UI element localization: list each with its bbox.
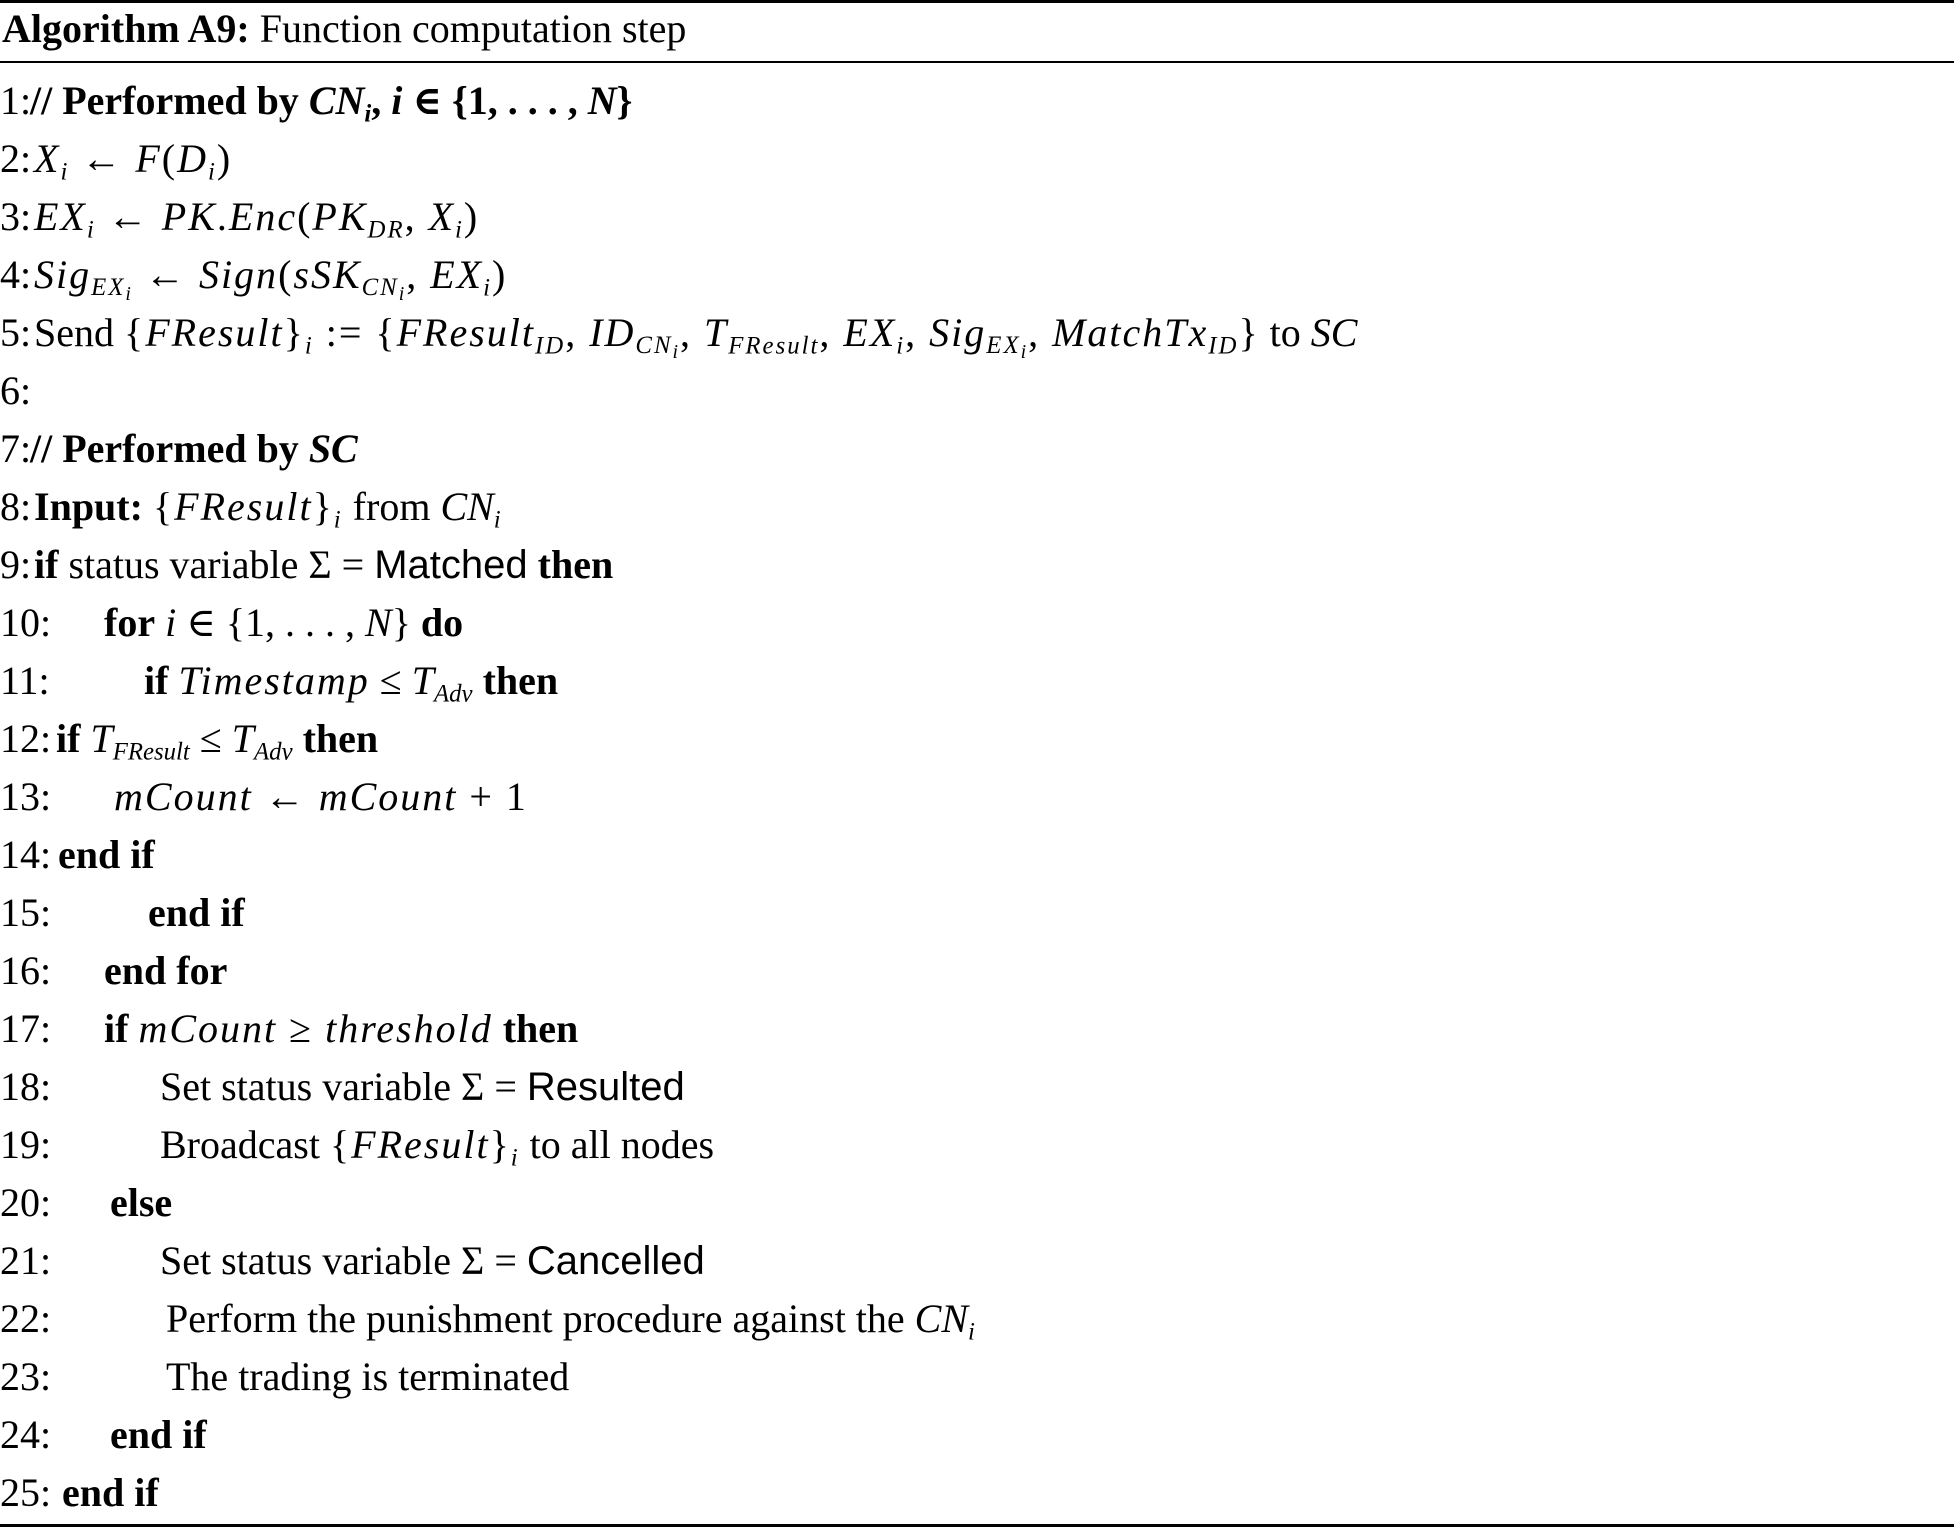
line-code: Send $\{FResult\}_i$ := {FResult$_{ID}$, $ID_{CN_i}$, $T_{FResult}$, $EX_i$, Sig$_{EX_i}$, MatchTx$_{ID}$} to SC [34,310,1358,364]
line-number: 18: [0,1064,52,1109]
line-code: Set status variable Σ = Resulted [160,1064,685,1109]
header-rule [0,61,1954,63]
line-code: end if [148,890,245,935]
line-code: if Timestamp ≤ $T_{Adv}$ then [144,658,559,708]
line-number: 11: [0,658,50,703]
line-code: if status variable Σ = Matched then [34,542,614,587]
line-number: 15: [0,890,52,935]
line-number: 21: [0,1238,52,1283]
line-number: 24: [0,1412,52,1457]
line-code: mCount ← mCount + 1 [114,774,528,819]
line-number: 8: [0,484,32,529]
line-number: 12: [0,716,52,761]
line-code: // Performed by $CN_i$, i ∈ {1, . . . , N} [30,78,633,128]
line-code: Perform the punishment procedure against the $CN_i$ [166,1296,975,1346]
line-number: 13: [0,774,52,819]
line-number: 7: [0,426,32,471]
algorithm-title: Function computation step [259,6,687,51]
line-number: 3: [0,194,32,239]
line-code: if mCount ≥ threshold then [104,1006,579,1051]
line-number: 5: [0,310,32,355]
line-number: 25: [0,1470,52,1515]
line-code: // Performed by SC [30,426,358,471]
line-code: $EX_i$ ← $PK.Enc(PK_{DR}$, $X_i$) [34,194,480,244]
line-number: 22: [0,1296,52,1341]
line-number: 14: [0,832,52,877]
line-code: Input: $\{FResult\}_i$ from $CN_i$ [34,484,501,534]
line-code: end for [104,948,228,993]
line-code: $X_i$ ← $F(D_i)$ [34,136,233,186]
line-code: end if [110,1412,207,1457]
line-number: 9: [0,542,32,587]
line-number: 10: [0,600,52,645]
line-number: 4: [0,252,32,297]
algorithm-label: Algorithm A9: [2,6,250,51]
bottom-rule [0,1524,1954,1527]
line-code: Set status variable Σ = Cancelled [160,1238,705,1283]
line-code: Sig$_{EX_i}$ ← Sign(sSK$_{CN_i}$, $EX_i$) [34,252,508,306]
line-number: 16: [0,948,52,993]
line-number: 2: [0,136,32,181]
line-code: end if [62,1470,159,1515]
line-number: 6: [0,368,32,413]
line-code: else [110,1180,173,1225]
line-number: 19: [0,1122,52,1167]
line-code: Broadcast $\{FResult\}_i$ to all nodes [160,1122,715,1172]
line-number: 20: [0,1180,52,1225]
line-code: end if [58,832,155,877]
line-code: if $T_{FResult} \le T_{Adv}$ then [56,716,379,766]
line-number: 1: [0,78,32,123]
line-number: 17: [0,1006,52,1051]
line-number: 23: [0,1354,52,1399]
algorithm-header [2,0,686,60]
line-code: for i ∈ {1, . . . , N} do [104,600,464,645]
line-code: The trading is terminated [166,1354,570,1399]
